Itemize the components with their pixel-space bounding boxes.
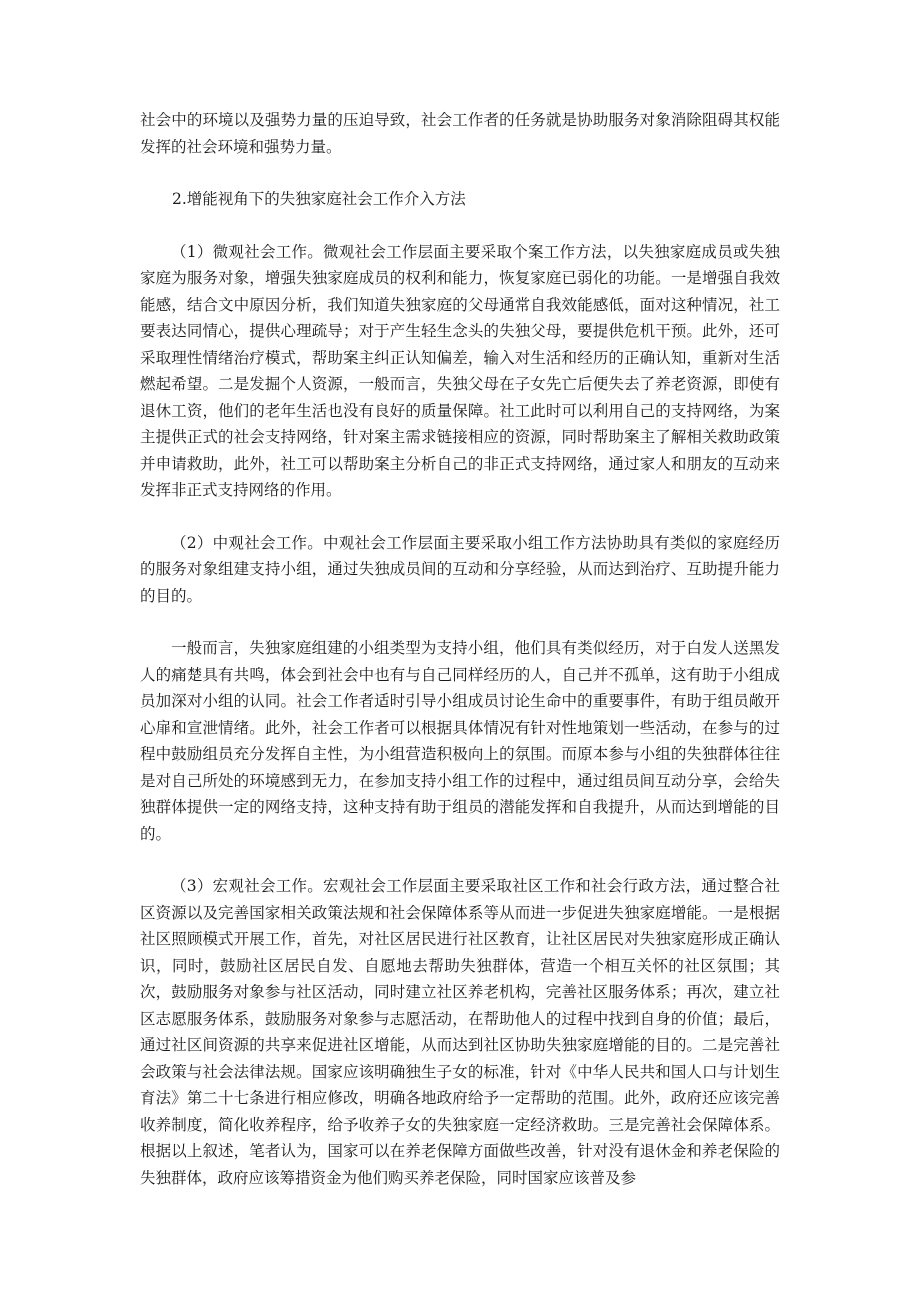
paragraph-meso-social-work: （2）中观社会工作。中观社会工作层面主要采取小组工作方法协助具有类似的家庭经历的服务对象组建支持小组，通过失独成员间的互动和分享经验，从而达到治疗、互助提升能力的目的。 xyxy=(140,533,780,605)
paragraph-support-group: 一般而言，失独家庭组建的小组类型为支持小组，他们具有类似经历，对于白发人送黑发人的痛楚具有共鸣，体会到社会中也有与自己同样经历的人，自己并不孤单，这有助于小组成员加深对小组的认同。社会工作者适时引导小组成员讨论生命中的重要事件，有助于组员敞开心扉和宣泄情绪。此外，社会工作者可以根据具体情况有针对性地策划一些活动，在参与的过程中鼓励组员充分发挥自主性，为小组营造积极向上的氛围。而原本参与小组的失独群体往往是对自己所处的环境感到无力，在参加支持小组工作的过程中，通过组员间互动分享，会给失独群体提供一定的网络支持，这种支持有助于组员的潜能发挥和自我提升，从而达到增能的目的。 xyxy=(140,639,780,843)
paragraph-micro-social-work: （1）微观社会工作。微观社会工作层面主要采取个案工作方法，以失独家庭成员或失独家庭为服务对象，增强失独家庭成员的权利和能力，恢复家庭已弱化的功能。一是增强自我效能感，结合文中原因分析，我们知道失独家庭的父母通常自我效能感低，面对这种情况，社工要表达同情心，提供心理疏导；对于产生轻生念头的失独父母，要提供危机干预。此外，还可采取理性情绪治疗模式，帮助案主纠正认知偏差，输入对生活和经历的正确认知，重新对生活燃起希望。二是发掘个人资源，一般而言，失独父母在子女先亡后便失去了养老资源，即使有退休工资，他们的老年生活也没有良好的质量保障。社工此时可以利用自己的支持网络，为案主提供正式的社会支持网络，针对案主需求链接相应的资源，同时帮助案主了解相关救助政策并申请救助，此外，社工可以帮助案主分析自己的非正式支持网络，通过家人和朋友的互动来发挥非正式支持网络的作用。 xyxy=(140,242,780,499)
section-heading: 2.增能视角下的失独家庭社会工作介入方法 xyxy=(172,190,466,208)
paragraph-macro-social-work: （3）宏观社会工作。宏观社会工作层面主要采取社区工作和社会行政方法，通过整合社区资源以及完善国家相关政策法规和社会保障体系等从而进一步促进失独家庭增能。一是根据社区照顾模式开展工作，首先，对社区居民进行社区教育，让社区居民对失独家庭形成正确认识，同时，鼓励社区居民自发、自愿地去帮助失独群体，营造一个相互关怀的社区氛围；其次，鼓励服务对象参与社区活动，同时建立社区养老机构，完善社区服务体系；再次，建立社区志愿服务体系，鼓励服务对象参与志愿活动，在帮助他人的过程中找到自身的价值；最后，通过社区间资源的共享来促进社区增能，从而达到社区协助失独家庭增能的目的。二是完善社会政策与社会法律法规。国家应该明确独生子女的标准，针对《中华人民共和国人口与计划生育法》第二十七条进行相应修改，明确各地政府给予一定帮助的范围。此外，政府还应该完善收养制度，简化收养程序，给予收养子女的失独家庭一定经济救助。三是完善社会保障体系。根据以上叙述，笔者认为，国家可以在养老保障方面做些改善，针对没有退休金和养老保险的失独群体，政府应该筹措资金为他们购买养老保险，同时国家应该普及参 xyxy=(140,877,780,1187)
paragraph-continuation: 社会中的环境以及强势力量的压迫导致，社会工作者的任务就是协助服务对象消除阻碍其权能发挥的社会环境和强势力量。 xyxy=(140,111,780,156)
document-body xyxy=(140,107,780,1217)
